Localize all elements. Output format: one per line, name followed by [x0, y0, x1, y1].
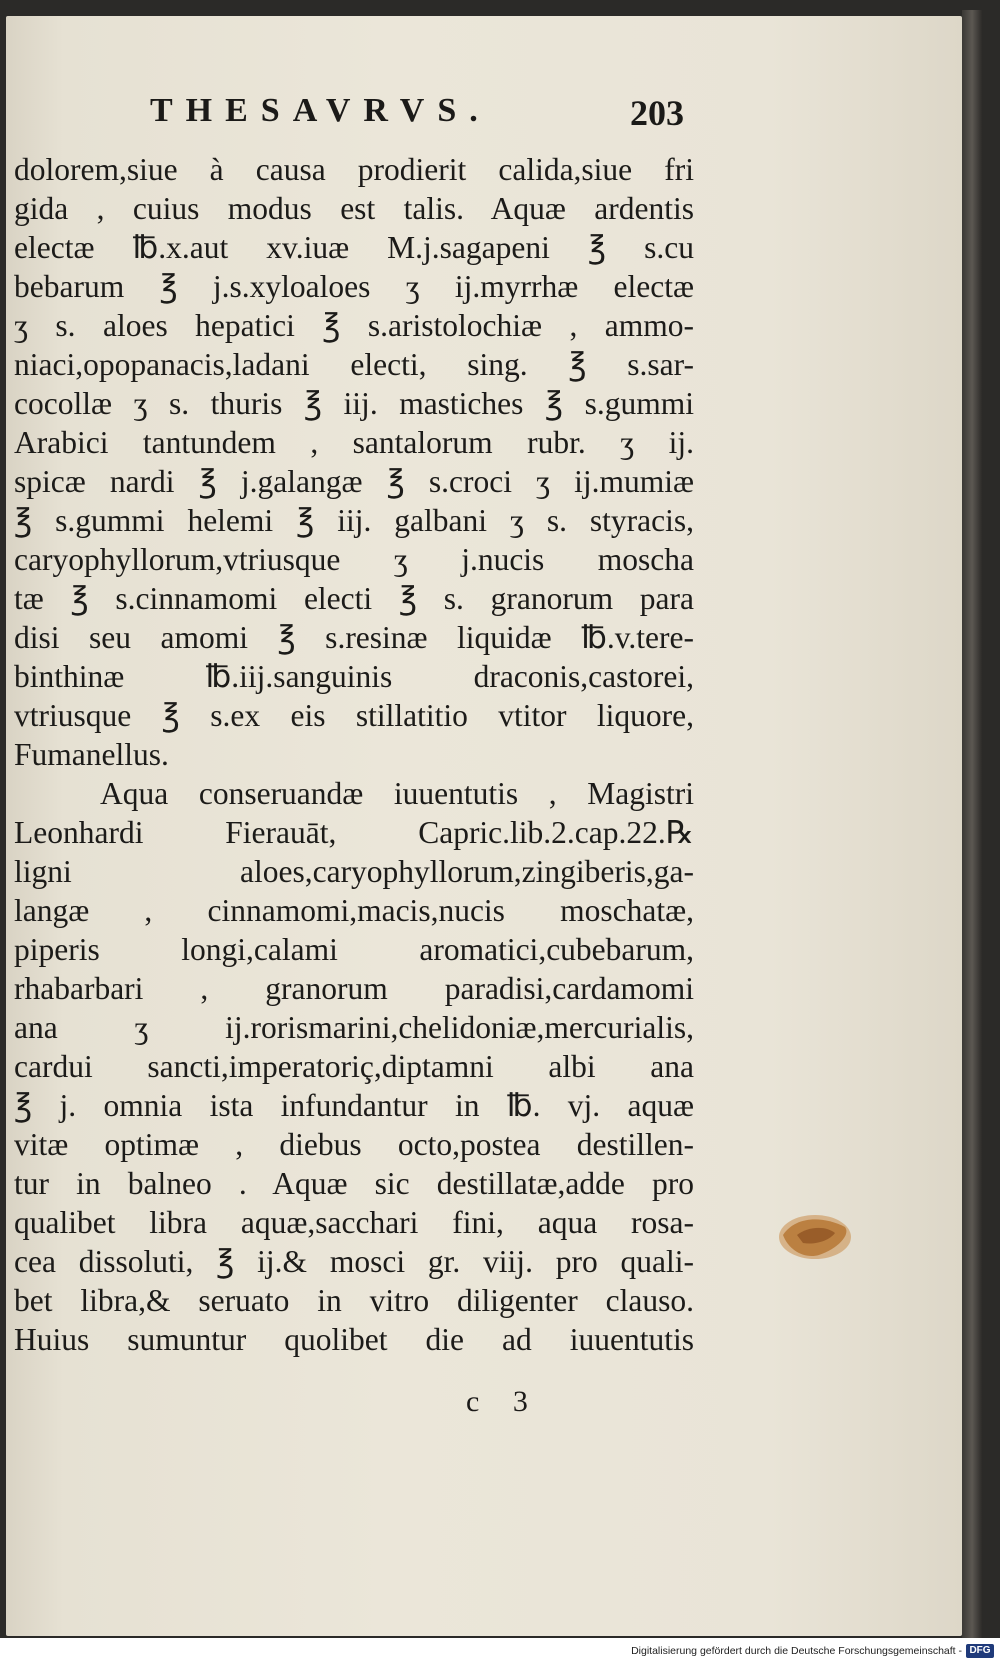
- text-line: cea dissoluti, ℥ ij.& mosci gr. viij. pro quali-: [14, 1244, 694, 1279]
- paper-stain: [775, 1205, 855, 1267]
- text-line: gida , cuius modus est talis. Aquæ ardentis: [14, 191, 694, 226]
- text-line: ligni aloes,caryophyllorum,zingiberis,ga-: [14, 854, 694, 889]
- text-line: Leonhardi Fierauāt, Capric.lib.2.cap.22.℞: [14, 815, 694, 850]
- text-line: dolorem,siue à causa prodierit calida,siue fri: [14, 152, 694, 187]
- text-line: qualibet libra aquæ,sacchari fini, aqua rosa-: [14, 1205, 694, 1240]
- funding-credit: Digitalisierung gefördert durch die Deutsche Forschungsgemeinschaft -: [631, 1645, 962, 1657]
- text-line: Huius sumuntur quolibet die ad iuuentutis: [14, 1322, 694, 1357]
- running-title: THESAVRVS.: [150, 92, 491, 129]
- text-line: langæ , cinnamomi,macis,nucis moschatæ,: [14, 893, 694, 928]
- text-line: ℥ s.gummi helemi ℥ iij. galbani ʒ s. styracis,: [14, 503, 694, 538]
- text-line: disi seu amomi ℥ s.resinæ liquidæ ℔.v.tere-: [14, 620, 694, 655]
- paragraph-start-line: Aqua conseruandæ iuuentutis , Magistri: [100, 776, 694, 811]
- running-head: [150, 92, 710, 142]
- text-line: Fumanellus.: [14, 737, 169, 772]
- text-line: piperis longi,calami aromatici,cubebarum,: [14, 932, 694, 967]
- text-line: cardui sancti,imperatoriç,diptamni albi ana: [14, 1049, 694, 1084]
- text-line: vtriusque ℥ s.ex eis stillatitio vtitor liquore,: [14, 698, 694, 733]
- body-text: [14, 150, 694, 1359]
- book-edge: [962, 10, 982, 1638]
- text-line: niaci,opopanacis,ladani electi, sing. ℥ s.sar-: [14, 347, 694, 382]
- text-line: ana ʒ ij.rorismarini,chelidoniæ,mercurialis,: [14, 1010, 694, 1045]
- text-line: binthinæ ℔.iij.sanguinis draconis,castorei,: [14, 659, 694, 694]
- text-line: vitæ optimæ , diebus octo,postea destillen-: [14, 1127, 694, 1162]
- text-line: ℥ j. omnia ista infundantur in ℔. vj. aquæ: [14, 1088, 694, 1123]
- dfg-logo: DFG: [966, 1644, 994, 1658]
- text-line: tæ ℥ s.cinnamomi electi ℥ s. granorum para: [14, 581, 694, 616]
- text-line: bet libra,& seruato in vitro diligenter clauso.: [14, 1283, 694, 1318]
- text-line: tur in balneo . Aquæ sic destillatæ,adde pro: [14, 1166, 694, 1201]
- signature-mark: c 3: [466, 1385, 528, 1418]
- text-line: rhabarbari , granorum paradisi,cardamomi: [14, 971, 694, 1006]
- page-number: 203: [630, 93, 684, 133]
- text-line: spicæ nardi ℥ j.galangæ ℥ s.croci ʒ ij.mumiæ: [14, 464, 694, 499]
- text-line: ʒ s. aloes hepatici ℥ s.aristolochiæ , ammo-: [14, 308, 694, 343]
- text-line: bebarum ℥ j.s.xyloaloes ʒ ij.myrrhæ electæ: [14, 269, 694, 304]
- text-line: Arabici tantundem , santalorum rubr. ʒ ij.: [14, 425, 694, 460]
- text-line: electæ ℔.x.aut xv.iuæ M.j.sagapeni ℥ s.cu: [14, 230, 694, 265]
- text-line: cocollæ ʒ s. thuris ℥ iij. mastiches ℥ s.gummi: [14, 386, 694, 421]
- text-line: caryophyllorum,vtriusque ʒ j.nucis moscha: [14, 542, 694, 577]
